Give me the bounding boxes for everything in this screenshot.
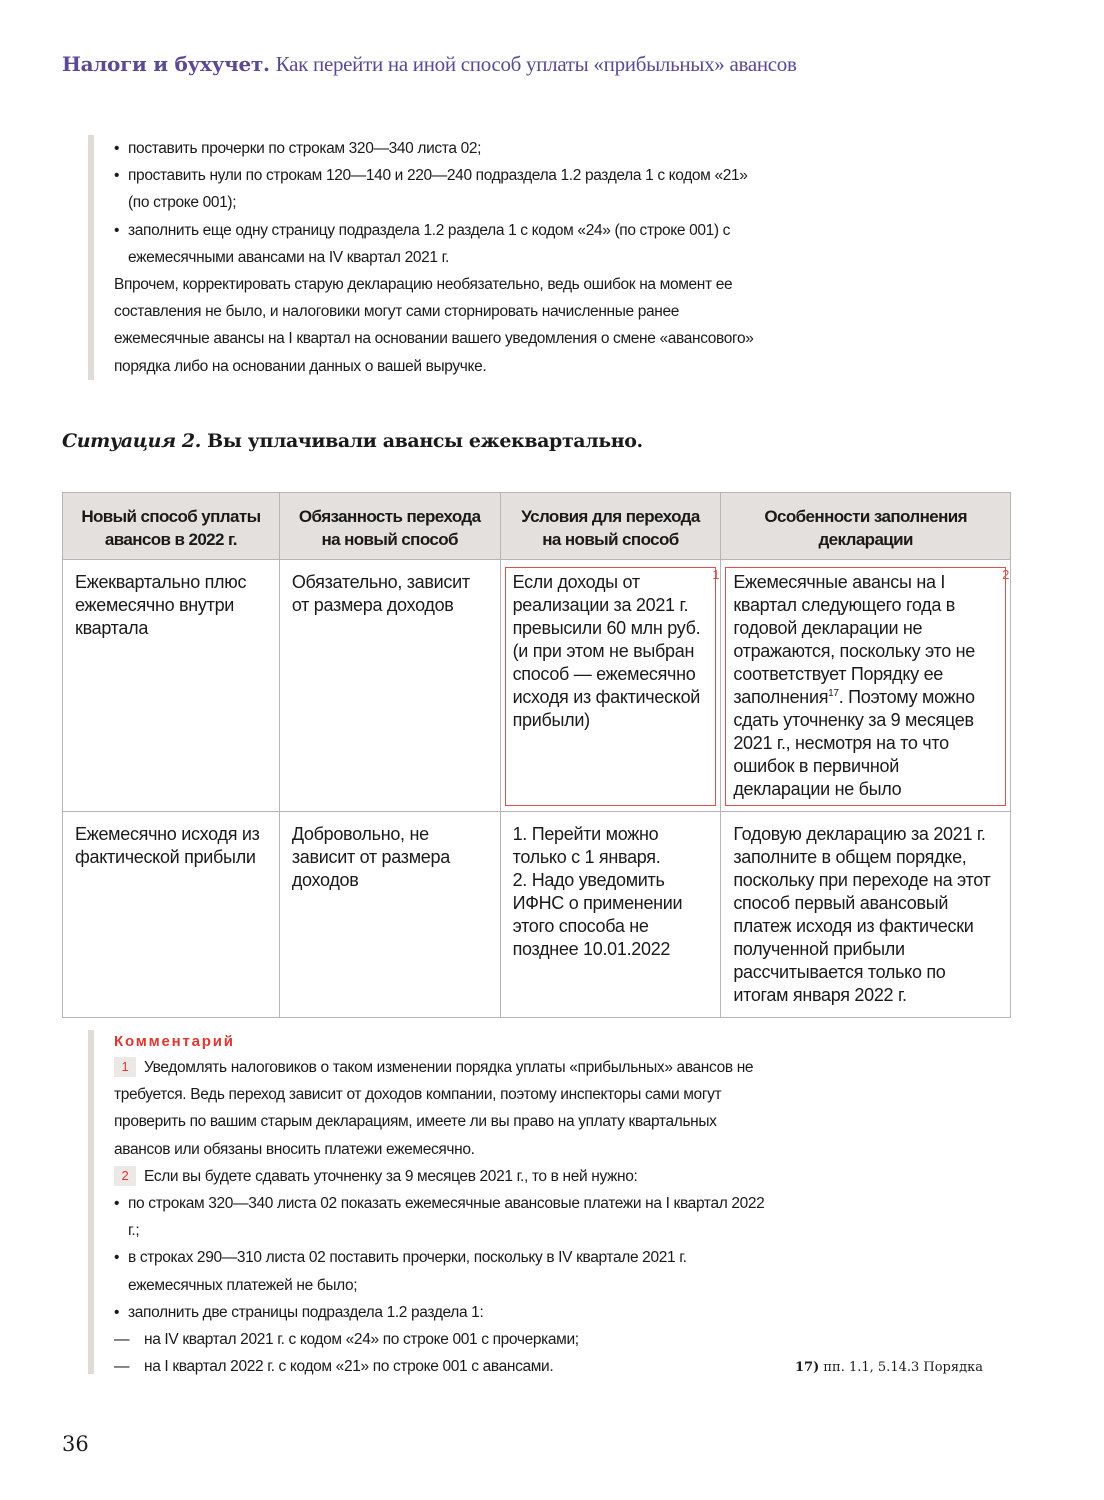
bullet-item: • в строках 290—310 листа 02 поставить прочерки, поскольку в IV квартале 2021 г. ежемесячных платежей не было;	[114, 1244, 774, 1298]
comment-box	[88, 1030, 774, 1374]
note-number-badge: 2	[114, 1166, 136, 1186]
continuation-box	[88, 135, 754, 380]
section-name: Налоги и бухучет.	[62, 52, 270, 76]
note-number-badge: 1	[114, 1057, 136, 1077]
bullet-item: • заполнить еще одну страницу подраздела 1.2 раздела 1 с кодом «24» (по строке 001) с ежемесячными авансами на IV квартал 2021 г.	[114, 217, 754, 271]
footnote-text: пп. 1.1, 5.14.3 Порядка	[819, 1360, 983, 1375]
condition-item: 1. Перейти можно только с 1 января.	[512, 824, 661, 867]
cell-filling: Годовую декларацию за 2021 г. заполните в общем порядке, поскольку при переходе на этот способ первый авансовый платеж исходя из фактически полученной прибыли рассчитывается только по итогам января 2022 г.	[721, 812, 1011, 1018]
cell-method: Ежемесячно исходя из фактической прибыли	[63, 812, 280, 1018]
highlight-frame	[505, 567, 720, 806]
footnote-number: 17)	[795, 1360, 820, 1375]
cell-text: Если доходы от реализации за 2021 г. превысили 60 млн руб. (и при этом не выбран способ — ежемесячно исходя из фактической прибыли)	[512, 572, 701, 730]
cell-obligation: Добровольно, не зависит от размера доходов	[279, 812, 500, 1018]
footnote	[795, 1360, 983, 1375]
comment-note	[114, 1163, 774, 1190]
running-header	[62, 52, 797, 77]
cell-text-part: . Поэтому можно сдать уточненку за 9 месяцев 2021 г., несмотря на то что ошибок в первичной декларации не было	[733, 687, 975, 799]
comment-note	[114, 1054, 774, 1163]
cell-text-part: Ежемесячные авансы на I квартал следующего года в годовой декларации не отражаются, поскольку это не соответствует Порядку ее заполнения	[733, 572, 975, 707]
column-header: Условия для перехода на новый способ	[500, 493, 721, 560]
page-number: 36	[62, 1432, 89, 1456]
highlight-frame	[725, 567, 1006, 806]
comment-marker: 1	[712, 567, 720, 582]
dash-item: — на I квартал 2022 г. с кодом «21» по строке 001 с авансами.	[114, 1353, 774, 1380]
bullet-item: • заполнить две страницы подраздела 1.2 раздела 1:	[114, 1299, 774, 1326]
paragraph: Впрочем, корректировать старую декларацию необязательно, ведь ошибок на момент ее составления не было, и налоговики могут сами сторнировать начисленные ранее ежемесячные авансы на I квартал на основании вашего уведомления о смене «авансового» порядка либо на основании данных о вашей выручке.	[114, 276, 754, 375]
column-header: Обязанность перехода на новый способ	[279, 493, 500, 560]
footnote-ref: 17	[828, 688, 839, 699]
situation-label: Ситуация 2.	[62, 430, 201, 452]
column-header: Особенности заполнения декларации	[721, 493, 1011, 560]
cell-conditions	[500, 812, 721, 1018]
comment-title: Комментарий	[114, 1033, 235, 1050]
bullet-item: • поставить прочерки по строкам 320—340 листа 02;	[114, 135, 754, 162]
cell-method: Ежеквартально плюс ежемесячно внутри квартала	[63, 560, 280, 812]
article-title: Как перейти на иной способ уплаты «прибыльных» авансов	[275, 52, 797, 76]
cell-filling	[721, 560, 1011, 812]
comparison-table	[62, 492, 1011, 1018]
column-header: Новый способ уплаты авансов в 2022 г.	[63, 493, 280, 560]
cell-conditions	[500, 560, 721, 812]
condition-item: 2. Надо уведомить ИФНС о применении этого способа не позднее 10.01.2022	[512, 870, 683, 959]
table-header-row	[63, 493, 1011, 560]
bullet-item: • проставить нули по строкам 120—140 и 220—240 подраздела 1.2 раздела 1 с кодом «21» (по строке 001);	[114, 162, 754, 216]
dash-item: — на IV квартал 2021 г. с кодом «24» по строке 001 с прочерками;	[114, 1326, 774, 1353]
table-row	[63, 560, 1011, 812]
bullet-item: • по строкам 320—340 листа 02 показать ежемесячные авансовые платежи на I квартал 2022 г.;	[114, 1190, 774, 1244]
comment-marker: 2	[1002, 567, 1009, 582]
note-text: Уведомлять налоговиков о таком изменении порядка уплаты «прибыльных» авансов не требуется. Ведь переход зависит от доходов компании, поэтому инспекторы сами могут проверить по вашим старым декларациям, имеете ли вы право на уплату квартальных авансов или обязаны вносить платежи ежемесячно.	[114, 1059, 754, 1158]
table-row	[63, 812, 1011, 1018]
note-text: Если вы будете сдавать уточненку за 9 месяцев 2021 г., то в ней нужно:	[144, 1167, 638, 1185]
situation-heading	[62, 430, 643, 452]
cell-obligation: Обязательно, зависит от размера доходов	[279, 560, 500, 812]
situation-text: Вы уплачивали авансы ежеквартально.	[200, 430, 643, 452]
